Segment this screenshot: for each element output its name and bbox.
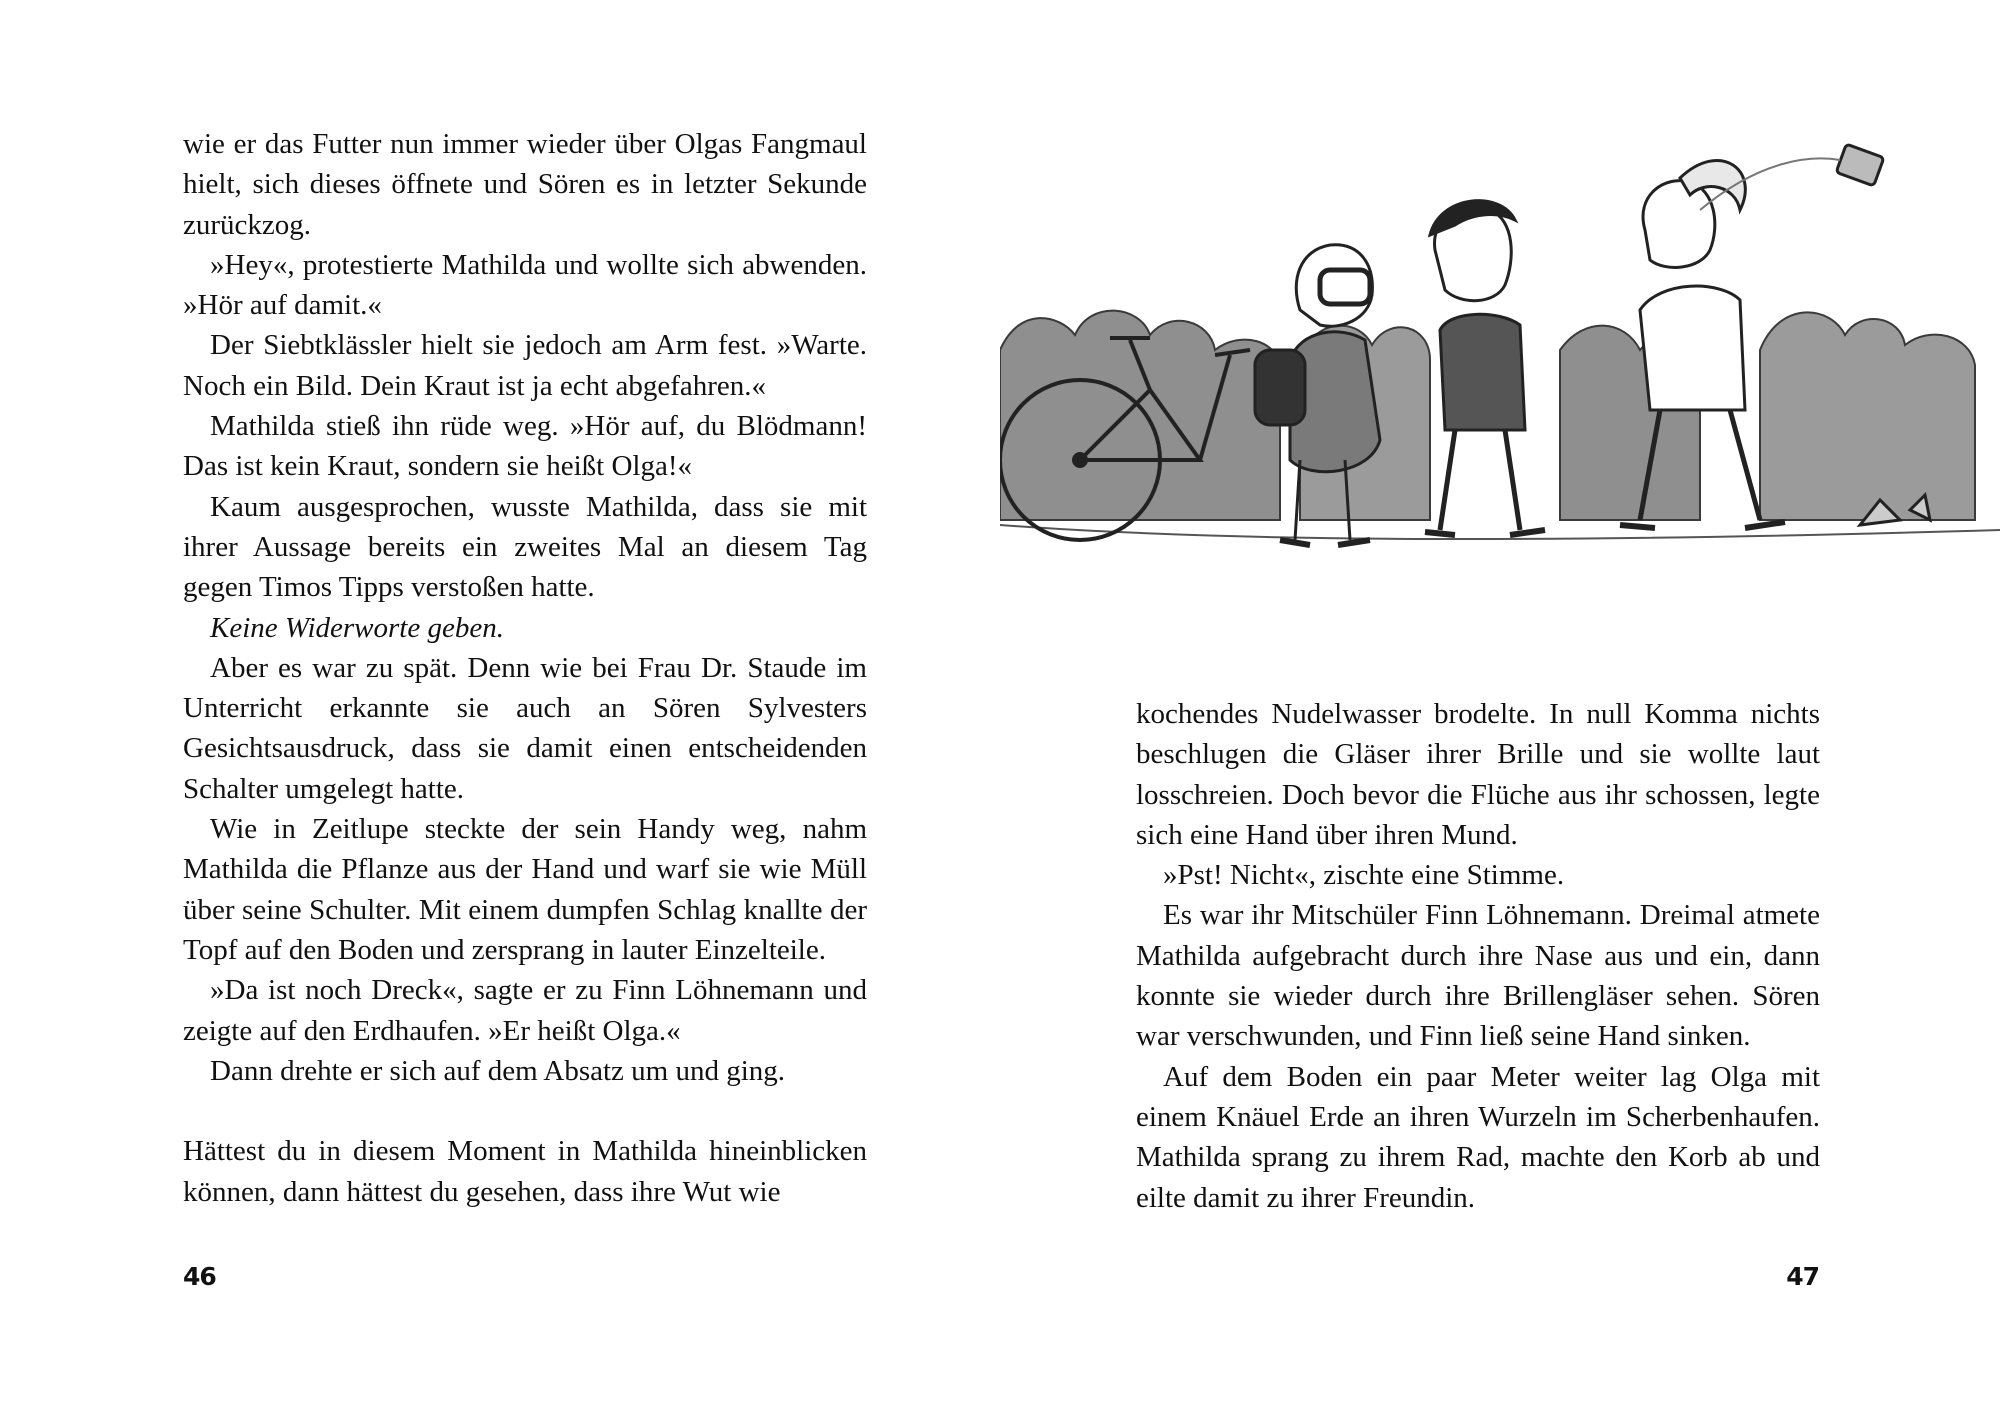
- paragraph: kochendes Nudelwasser brodelte. In null Komma nichts beschlugen die Gläser ihrer Brille und sie wollte laut losschreien. Doch bevor die Flüche aus ihr schossen, legte sich eine Hand über ihren Mund.: [1136, 698, 1820, 851]
- paragraph: Kaum ausgesprochen, wusste Mathilda, dass sie mit ihrer Aussage bereits ein zweites Mal an diesem Tag gegen Timos Tipps verstoßen hatte.: [183, 490, 867, 604]
- paragraph: Wie in Zeitlupe steckte der sein Handy weg, nahm Mathilda die Pflanze aus der Hand und warf sie wie Müll über seine Schulter. Mit einem dumpfen Schlag knallte der Topf auf den Boden und zersprang in lauter Einzelteile.: [183, 813, 867, 966]
- paragraph: Der Siebtklässler hielt sie jedoch am Arm fest. »Warte. Noch ein Bild. Dein Kraut ist ja echt abgefahren.«: [183, 329, 867, 402]
- paragraph: wie er das Futter nun immer wieder über Olgas Fangmaul hielt, sich dieses öffnete und Sören es in letzter Sekunde zurückzog.: [183, 128, 867, 241]
- page-number-left: 46: [183, 1262, 216, 1291]
- paragraph: »Hey«, protestierte Mathilda und wollte sich abwenden. »Hör auf damit.«: [183, 248, 867, 322]
- paragraph: »Pst! Nicht«, zischte eine Stimme.: [1163, 859, 1565, 892]
- paragraph: Auf dem Boden ein paar Meter weiter lag Olga mit einem Knäuel Erde an ihren Wurzeln im Scherbenhaufen. Mathilda sprang zu ihrem Rad, machte den Korb ab und eilte damit zu ihrer Freundin.: [1136, 1060, 1820, 1214]
- story-illustration: [1000, 100, 2000, 640]
- left-page-text: [183, 124, 867, 1212]
- ground-line: [1000, 525, 2000, 539]
- right-page-text: [1136, 694, 1820, 1218]
- paragraph: Es war ihr Mitschüler Finn Löhnemann. Dreimal atmete Mathilda aufgebracht durch ihre Nase aus und ein, dann konnte sie wieder durch ihre Brillengläser sehen. Sören war verschwunden, und Finn ließ seine Hand sinken.: [1136, 899, 1820, 1053]
- paragraph: Aber es war zu spät. Denn wie bei Frau Dr. Staude im Unterricht erkannte sie auch an Sören Sylvesters Gesichtsausdruck, dass sie damit einen entscheidenden Schalter umgelegt hatte.: [183, 651, 867, 805]
- page-number-right: 47: [1786, 1262, 1819, 1291]
- paragraph: Mathilda stieß ihn rüde weg. »Hör auf, du Blödmann! Das ist kein Kraut, sondern sie heißt Olga!«: [183, 410, 867, 483]
- right-page: [1000, 0, 2000, 1419]
- section-break: [183, 1091, 867, 1131]
- boy-figure: [1425, 201, 1545, 535]
- paragraph: Hättest du in diesem Moment in Mathilda hineinblicken können, dann hättest du gesehen, dass ihre Wut wie: [183, 1135, 867, 1208]
- italic-paragraph: Keine Widerworte geben.: [210, 611, 504, 644]
- paragraph: »Da ist noch Dreck«, sagte er zu Finn Löhnemann und zeigte auf den Erdhaufen. »Er heißt Olga.«: [183, 974, 867, 1047]
- paragraph: Dann drehte er sich auf dem Absatz um und ging.: [210, 1054, 786, 1087]
